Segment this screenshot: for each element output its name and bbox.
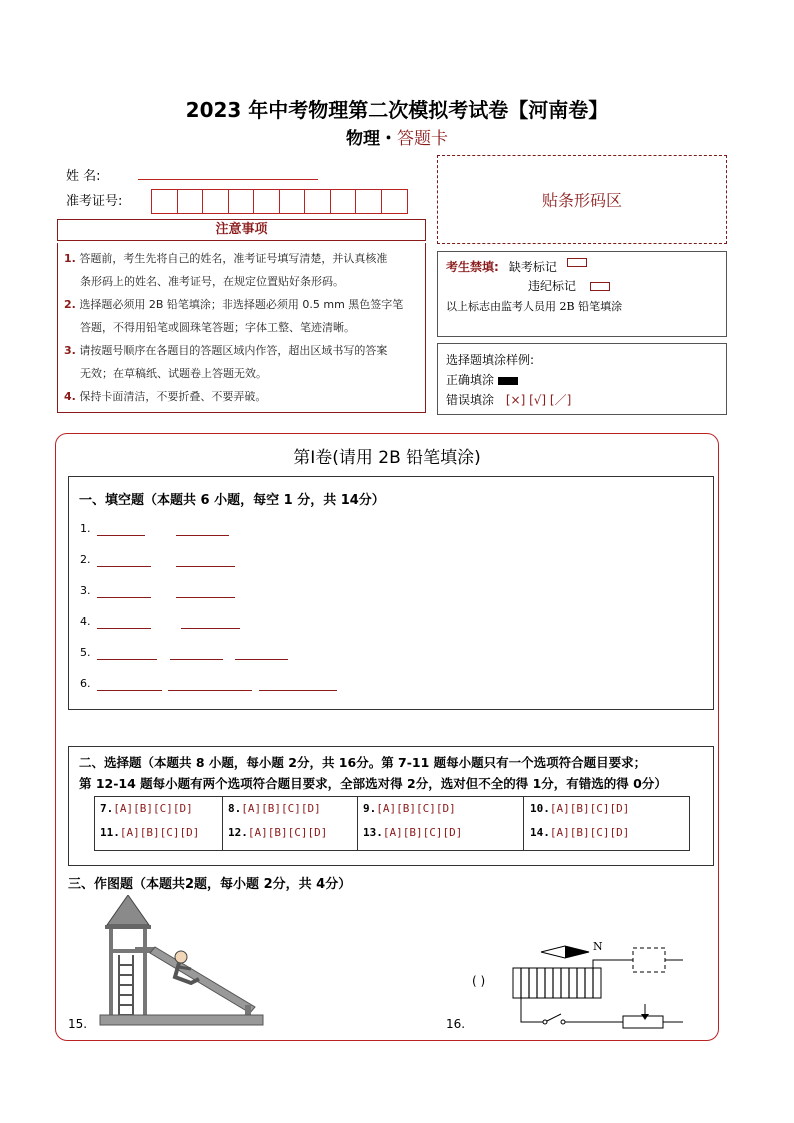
choice-row[interactable]: 10.[A][B][C][D]: [530, 802, 630, 815]
id-digit-box[interactable]: [356, 190, 382, 213]
barcode-area: [437, 155, 727, 244]
choice-row[interactable]: 12.[A][B][C][D]: [228, 826, 328, 839]
north-label: N: [593, 940, 603, 953]
fill-sample-box: [437, 343, 727, 415]
correct-label: 正确填涂: [446, 373, 495, 387]
answer-blank[interactable]: [259, 689, 337, 691]
notice-item-cont: 答题，不得用铅笔或圆珠笔答题；字体工整、笔迹清晰。: [80, 321, 355, 334]
answer-blank[interactable]: [176, 534, 229, 536]
id-digit-box[interactable]: [178, 190, 204, 213]
absent-label: 缺考标记: [508, 260, 557, 274]
fill-in-section: [68, 476, 714, 710]
notice-box: [57, 243, 426, 413]
fill-q-number: 2.: [80, 553, 91, 566]
grid-divider: [523, 797, 524, 850]
wrong-fill-examples: [×] [√] [／]: [505, 393, 572, 407]
fill-q-number: 1.: [80, 522, 91, 535]
exam-id-boxes[interactable]: [151, 189, 408, 214]
choice-row[interactable]: 7.[A][B][C][D]: [100, 802, 193, 815]
answer-blank[interactable]: [176, 565, 235, 567]
child-head: [175, 951, 187, 963]
id-digit-box[interactable]: [382, 190, 408, 213]
page-subtitle: [0, 124, 794, 149]
name-label: 姓 名:: [66, 169, 101, 184]
notice-item-cont: 无效；在草稿纸、试题卷上答题无效。: [80, 367, 267, 380]
id-digit-box[interactable]: [229, 190, 255, 213]
answer-blank[interactable]: [168, 689, 252, 691]
subtitle-card: 答题卡: [397, 129, 448, 149]
subtitle-subject: 物理・: [346, 129, 397, 149]
choice-row[interactable]: 11.[A][B][C][D]: [100, 826, 200, 839]
fill-q-number: 6.: [80, 677, 91, 690]
answer-blank[interactable]: [97, 534, 145, 536]
fill-q-number: 5.: [80, 646, 91, 659]
rheostat: [623, 1016, 663, 1028]
volume-title: 第Ⅰ卷(请用 2B 铅笔填涂): [293, 448, 481, 468]
wrong-label: 错误填涂: [446, 393, 495, 407]
absent-mark[interactable]: [567, 258, 587, 267]
pole-blank[interactable]: ( ): [472, 974, 486, 988]
id-digit-box[interactable]: [254, 190, 280, 213]
violation-label: 违纪标记: [528, 279, 577, 293]
fill-q-number: 3.: [80, 584, 91, 597]
notice-item: 2. 选择题必须用 2B 铅笔填涂；非选择题必须用 0.5 mm 黑色签字笔: [64, 298, 404, 311]
violation-mark[interactable]: [590, 282, 610, 291]
answer-blank[interactable]: [97, 689, 162, 691]
q16-number: 16.: [446, 1017, 466, 1031]
correct-fill-example: [498, 377, 518, 385]
slide-chute: [150, 947, 255, 1013]
id-digit-box[interactable]: [152, 190, 178, 213]
choice-row[interactable]: 13.[A][B][C][D]: [363, 826, 463, 839]
choice-row[interactable]: 14.[A][B][C][D]: [530, 826, 630, 839]
examiner-only-box: [437, 251, 727, 337]
choice-row[interactable]: 9.[A][B][C][D]: [363, 802, 456, 815]
notice-item: 3. 请按题号顺序在各题目的答题区域内作答，超出区域书写的答案: [64, 344, 388, 357]
notice-item: 1. 答题前，考生先将自己的姓名，准考证号填写清楚，并认真核准: [64, 252, 388, 265]
q15-number: 15.: [68, 1017, 88, 1031]
section1-title: 一、填空题（本题共 6 小题，每空 1 分，共 14分）: [79, 493, 385, 508]
id-digit-box[interactable]: [305, 190, 331, 213]
drawing-section-title: 三、作图题（本题共2题，每小题 2分，共 4分）: [68, 877, 352, 892]
sample-title: 选择题填涂样例:: [446, 353, 535, 367]
id-digit-box[interactable]: [331, 190, 357, 213]
id-digit-box[interactable]: [203, 190, 229, 213]
answer-blank[interactable]: [97, 658, 157, 660]
answer-blank[interactable]: [97, 565, 151, 567]
slide-figure: [95, 895, 270, 1030]
answer-blank[interactable]: [97, 596, 151, 598]
fill-q-number: 4.: [80, 615, 91, 628]
ban-label: 考生禁填:: [446, 260, 499, 274]
barcode-label: 贴条形码区: [541, 191, 622, 210]
id-label: 准考证号:: [66, 194, 123, 209]
answer-blank[interactable]: [170, 658, 223, 660]
id-digit-box[interactable]: [280, 190, 306, 213]
notice-item-cont: 条形码上的姓名、准考证号，在规定位置贴好条形码。: [80, 275, 344, 288]
section2-title-line2: 第 12-14 题每小题有两个选项符合题目要求，全部选对得 2分，选对但不全的得 1分，有错选的得 0分）: [79, 776, 667, 791]
section2-title-line1: 二、选择题（本题共 8 小题，每小题 2分，共 16分。第 7-11 题每小题只有一个选项符合题目要求；: [79, 755, 647, 770]
choice-row[interactable]: 8.[A][B][C][D]: [228, 802, 321, 815]
ban-note: 以上标志由监考人员用 2B 铅笔填涂: [446, 300, 623, 313]
name-field[interactable]: [138, 179, 318, 180]
answer-blank[interactable]: [176, 596, 235, 598]
notice-item: 4. 保持卡面清洁，不要折叠、不要弄破。: [64, 390, 267, 403]
grid-divider: [357, 797, 358, 850]
slide-roof: [107, 895, 149, 925]
answer-blank[interactable]: [97, 627, 151, 629]
choice-answer-grid: [94, 796, 690, 851]
notice-heading: 注意事项: [57, 219, 426, 241]
power-source-box[interactable]: [633, 948, 665, 972]
answer-blank[interactable]: [181, 627, 240, 629]
page-title: 2023 年中考物理第二次模拟考试卷【河南卷】: [185, 98, 609, 122]
electromagnet-circuit: [505, 938, 695, 1030]
grid-divider: [222, 797, 223, 850]
answer-blank[interactable]: [235, 658, 288, 660]
